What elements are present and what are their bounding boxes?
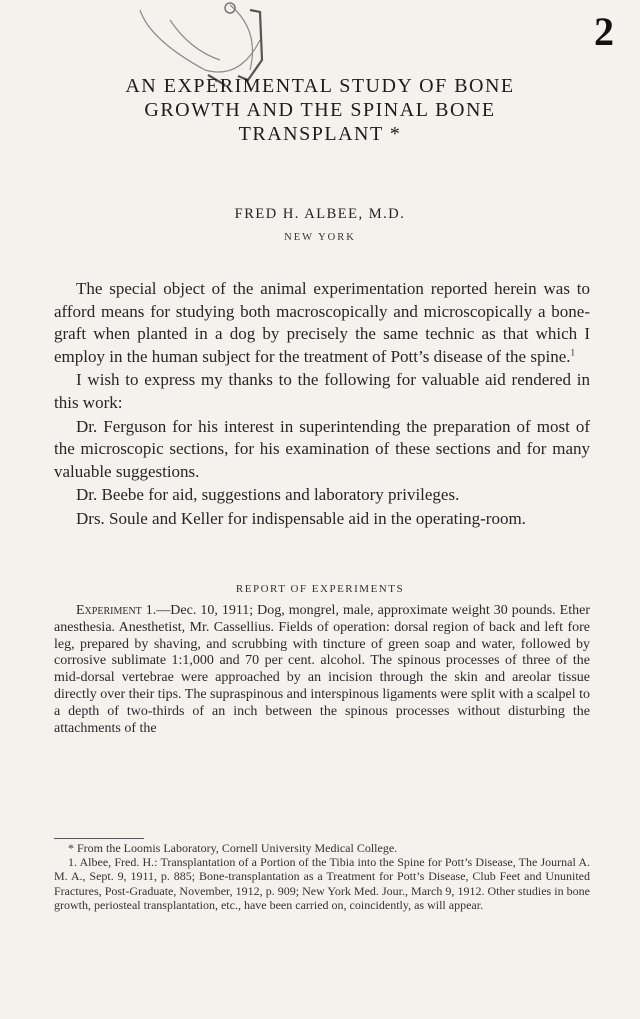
- title-line: GROWTH AND THE SPINAL BONE: [144, 99, 496, 121]
- experiment-text: —Dec. 10, 1911; Dog, mongrel, male, approximate weight 30 pounds. Ether anesthesia. Anesthetist, Mr. Cassellius. Fields of operation: dorsal region of back and left fore leg, prepared by shaving, and scrubbing with tincture of green soap and water, followed by corrosive sublimate 1:1,000 and 70 per cent. alcohol. The spinous processes of three of the mid-dorsal vertebrae were approached by an incision through the skin and areolar tissue directly over their tips. The supraspinous and interspinous ligaments were split with a scalpel to a depth of two-thirds of an inch between the spinous processes without disturbing the attachments of the: [54, 603, 590, 736]
- thanks-item: Dr. Beebe for aid, suggestions and laboratory privileges.: [76, 485, 460, 505]
- section-heading: REPORT OF EXPERIMENTS: [235, 583, 405, 595]
- intro-paragraph: The special object of the animal experimentation reported herein was to afford means for studying both macroscopically and microscopically a bone-graft when planted in a dog by precisely the same technic as that which I employ in the human subject for the treatment of Pott’s disease of the spine.$^1$: [54, 279, 590, 366]
- title-line: TRANSPLANT *: [238, 123, 402, 145]
- article-title: [0, 74, 640, 146]
- author-name: FRED H. ALBEE, M.D.: [234, 206, 406, 222]
- experiment-paragraph: [54, 603, 590, 737]
- thanks-intro-paragraph: I wish to express my thanks to the following for valuable aid rendered in this work:: [54, 370, 590, 412]
- experiment-report: [54, 603, 590, 737]
- footnotes: [54, 841, 590, 912]
- footnote-marker: 1: [570, 347, 575, 358]
- experiment-lead: Experiment 1.: [76, 603, 157, 618]
- footnote-divider: [54, 838, 144, 839]
- thanks-item: Dr. Ferguson for his interest in superintending the preparation of most of the microscopic sections, for his examination of these sections and for many valuable suggestions.: [54, 416, 590, 481]
- thanks-item: Drs. Soule and Keller for indispensable aid in the operating-room.: [76, 508, 526, 528]
- article-body: [54, 278, 590, 532]
- author-location: NEW YORK: [284, 232, 356, 243]
- title-line: AN EXPERIMENTAL STUDY OF BONE: [125, 75, 515, 97]
- footnote: 1. Albee, Fred. H.: Transplantation of a Portion of the Tibia into the Spine for Pott’s Disease, The Journal A. M. A., Sept. 9, 1911, p. 885; Bone-transplantation as a Treatment for Pott’s Disease, Club Feet and Ununited Fractures, Post-Graduate, November, 1912, p. 909; New York Med. Jour., March 9, 1912. Other studies in bone growth, periosteal transplantation, etc., have been carried on, coincidently, as will appear.: [54, 855, 590, 912]
- footnote: * From the Loomis Laboratory, Cornell University Medical College.: [68, 841, 398, 855]
- page-number: 2: [594, 9, 614, 54]
